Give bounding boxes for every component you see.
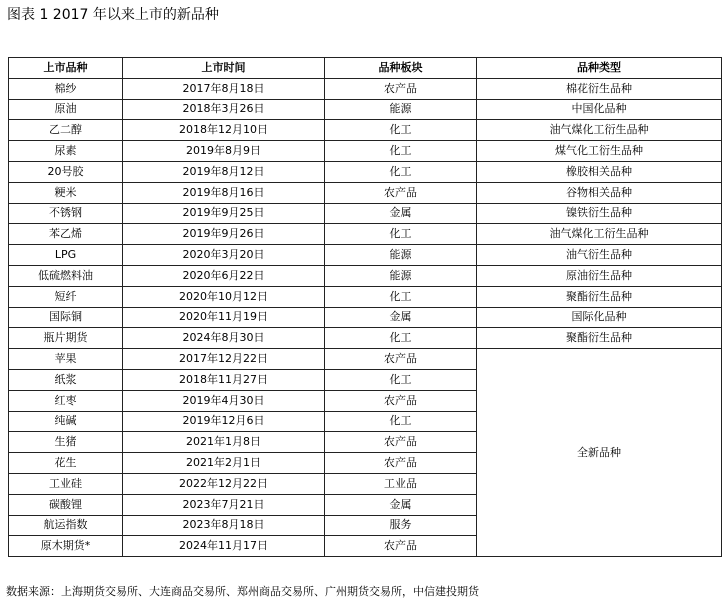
- variety-cell: 国际铜: [9, 307, 123, 328]
- variety-cell: 工业硅: [9, 473, 123, 494]
- listing-date-cell: 2017年12月22日: [123, 349, 325, 370]
- variety-cell: 航运指数: [9, 515, 123, 536]
- sector-cell: 化工: [325, 141, 477, 162]
- type-cell: 镍铁衍生品种: [477, 203, 722, 224]
- table-row: [9, 349, 722, 370]
- listing-date-cell: 2020年6月22日: [123, 265, 325, 286]
- table-row: [9, 224, 722, 245]
- new-variety-type-cell: 全新品种: [477, 349, 722, 557]
- sector-cell: 化工: [325, 120, 477, 141]
- sector-cell: 能源: [325, 245, 477, 266]
- type-cell: 原油衍生品种: [477, 265, 722, 286]
- variety-cell: 纯碱: [9, 411, 123, 432]
- table-row: [9, 265, 722, 286]
- sector-cell: 化工: [325, 286, 477, 307]
- table-row: [9, 245, 722, 266]
- sector-cell: 农产品: [325, 432, 477, 453]
- sector-cell: 化工: [325, 328, 477, 349]
- column-header-listing-date: 上市时间: [123, 58, 325, 79]
- table-body: [9, 78, 722, 556]
- data-source-note: 数据来源：上海期货交易所、大连商品交易所、郑州商品交易所、广州期货交易所，中信建投期货: [6, 585, 479, 598]
- listing-date-cell: 2020年11月19日: [123, 307, 325, 328]
- variety-cell: 纸浆: [9, 369, 123, 390]
- listing-date-cell: 2019年8月9日: [123, 141, 325, 162]
- sector-cell: 能源: [325, 265, 477, 286]
- listing-date-cell: 2019年9月25日: [123, 203, 325, 224]
- variety-cell: 红枣: [9, 390, 123, 411]
- listing-date-cell: 2019年8月12日: [123, 161, 325, 182]
- variety-cell: 棉纱: [9, 78, 123, 99]
- table-row: [9, 286, 722, 307]
- type-cell: 谷物相关品种: [477, 182, 722, 203]
- listing-date-cell: 2023年7月21日: [123, 494, 325, 515]
- variety-cell: 尿素: [9, 141, 123, 162]
- table-row: [9, 182, 722, 203]
- type-cell: 聚酯衍生品种: [477, 328, 722, 349]
- listing-date-cell: 2019年4月30日: [123, 390, 325, 411]
- sector-cell: 化工: [325, 411, 477, 432]
- listing-date-cell: 2023年8月18日: [123, 515, 325, 536]
- listing-date-cell: 2021年2月1日: [123, 453, 325, 474]
- sector-cell: 工业品: [325, 473, 477, 494]
- sector-cell: 化工: [325, 161, 477, 182]
- table-row: [9, 141, 722, 162]
- figure-title: 图表 1 2017 年以来上市的新品种: [7, 7, 219, 23]
- listing-date-cell: 2022年12月22日: [123, 473, 325, 494]
- table-row: [9, 161, 722, 182]
- listing-date-cell: 2019年9月26日: [123, 224, 325, 245]
- variety-cell: 粳米: [9, 182, 123, 203]
- table-row: [9, 328, 722, 349]
- sector-cell: 金属: [325, 203, 477, 224]
- type-cell: 棉花衍生品种: [477, 78, 722, 99]
- variety-cell: 花生: [9, 453, 123, 474]
- listing-date-cell: 2017年8月18日: [123, 78, 325, 99]
- listing-date-cell: 2024年8月30日: [123, 328, 325, 349]
- sector-cell: 化工: [325, 369, 477, 390]
- variety-cell: 苹果: [9, 349, 123, 370]
- sector-cell: 农产品: [325, 78, 477, 99]
- sector-cell: 农产品: [325, 390, 477, 411]
- variety-cell: 原木期货*: [9, 536, 123, 557]
- column-header-sector: 品种板块: [325, 58, 477, 79]
- listing-date-cell: 2020年3月20日: [123, 245, 325, 266]
- variety-cell: 20号胶: [9, 161, 123, 182]
- table-row: [9, 78, 722, 99]
- listing-date-cell: 2018年12月10日: [123, 120, 325, 141]
- table-row: [9, 120, 722, 141]
- listing-date-cell: 2024年11月17日: [123, 536, 325, 557]
- variety-cell: 低硫燃料油: [9, 265, 123, 286]
- sector-cell: 农产品: [325, 536, 477, 557]
- type-cell: 油气煤化工衍生品种: [477, 120, 722, 141]
- variety-cell: 碳酸锂: [9, 494, 123, 515]
- table-row: [9, 203, 722, 224]
- variety-cell: 不锈钢: [9, 203, 123, 224]
- listing-date-cell: 2021年1月8日: [123, 432, 325, 453]
- table-row: [9, 99, 722, 120]
- type-cell: 橡胶相关品种: [477, 161, 722, 182]
- listing-date-cell: 2018年11月27日: [123, 369, 325, 390]
- variety-cell: 乙二醇: [9, 120, 123, 141]
- variety-cell: 苯乙烯: [9, 224, 123, 245]
- table-header-row: [9, 58, 722, 79]
- variety-cell: 原油: [9, 99, 123, 120]
- type-cell: 油气衍生品种: [477, 245, 722, 266]
- sector-cell: 能源: [325, 99, 477, 120]
- variety-cell: 瓶片期货: [9, 328, 123, 349]
- type-cell: 煤气化工衍生品种: [477, 141, 722, 162]
- sector-cell: 农产品: [325, 182, 477, 203]
- sector-cell: 化工: [325, 224, 477, 245]
- sector-cell: 农产品: [325, 453, 477, 474]
- listing-date-cell: 2020年10月12日: [123, 286, 325, 307]
- type-cell: 中国化品种: [477, 99, 722, 120]
- column-header-variety: 上市品种: [9, 58, 123, 79]
- sector-cell: 农产品: [325, 349, 477, 370]
- sector-cell: 金属: [325, 307, 477, 328]
- table-row: [9, 307, 722, 328]
- variety-cell: LPG: [9, 245, 123, 266]
- sector-cell: 金属: [325, 494, 477, 515]
- type-cell: 国际化品种: [477, 307, 722, 328]
- column-header-type: 品种类型: [477, 58, 722, 79]
- listing-date-cell: 2018年3月26日: [123, 99, 325, 120]
- variety-cell: 生猪: [9, 432, 123, 453]
- type-cell: 聚酯衍生品种: [477, 286, 722, 307]
- type-cell: 油气煤化工衍生品种: [477, 224, 722, 245]
- variety-cell: 短纤: [9, 286, 123, 307]
- listing-date-cell: 2019年12月6日: [123, 411, 325, 432]
- sector-cell: 服务: [325, 515, 477, 536]
- new-varieties-table: [8, 57, 722, 557]
- listing-date-cell: 2019年8月16日: [123, 182, 325, 203]
